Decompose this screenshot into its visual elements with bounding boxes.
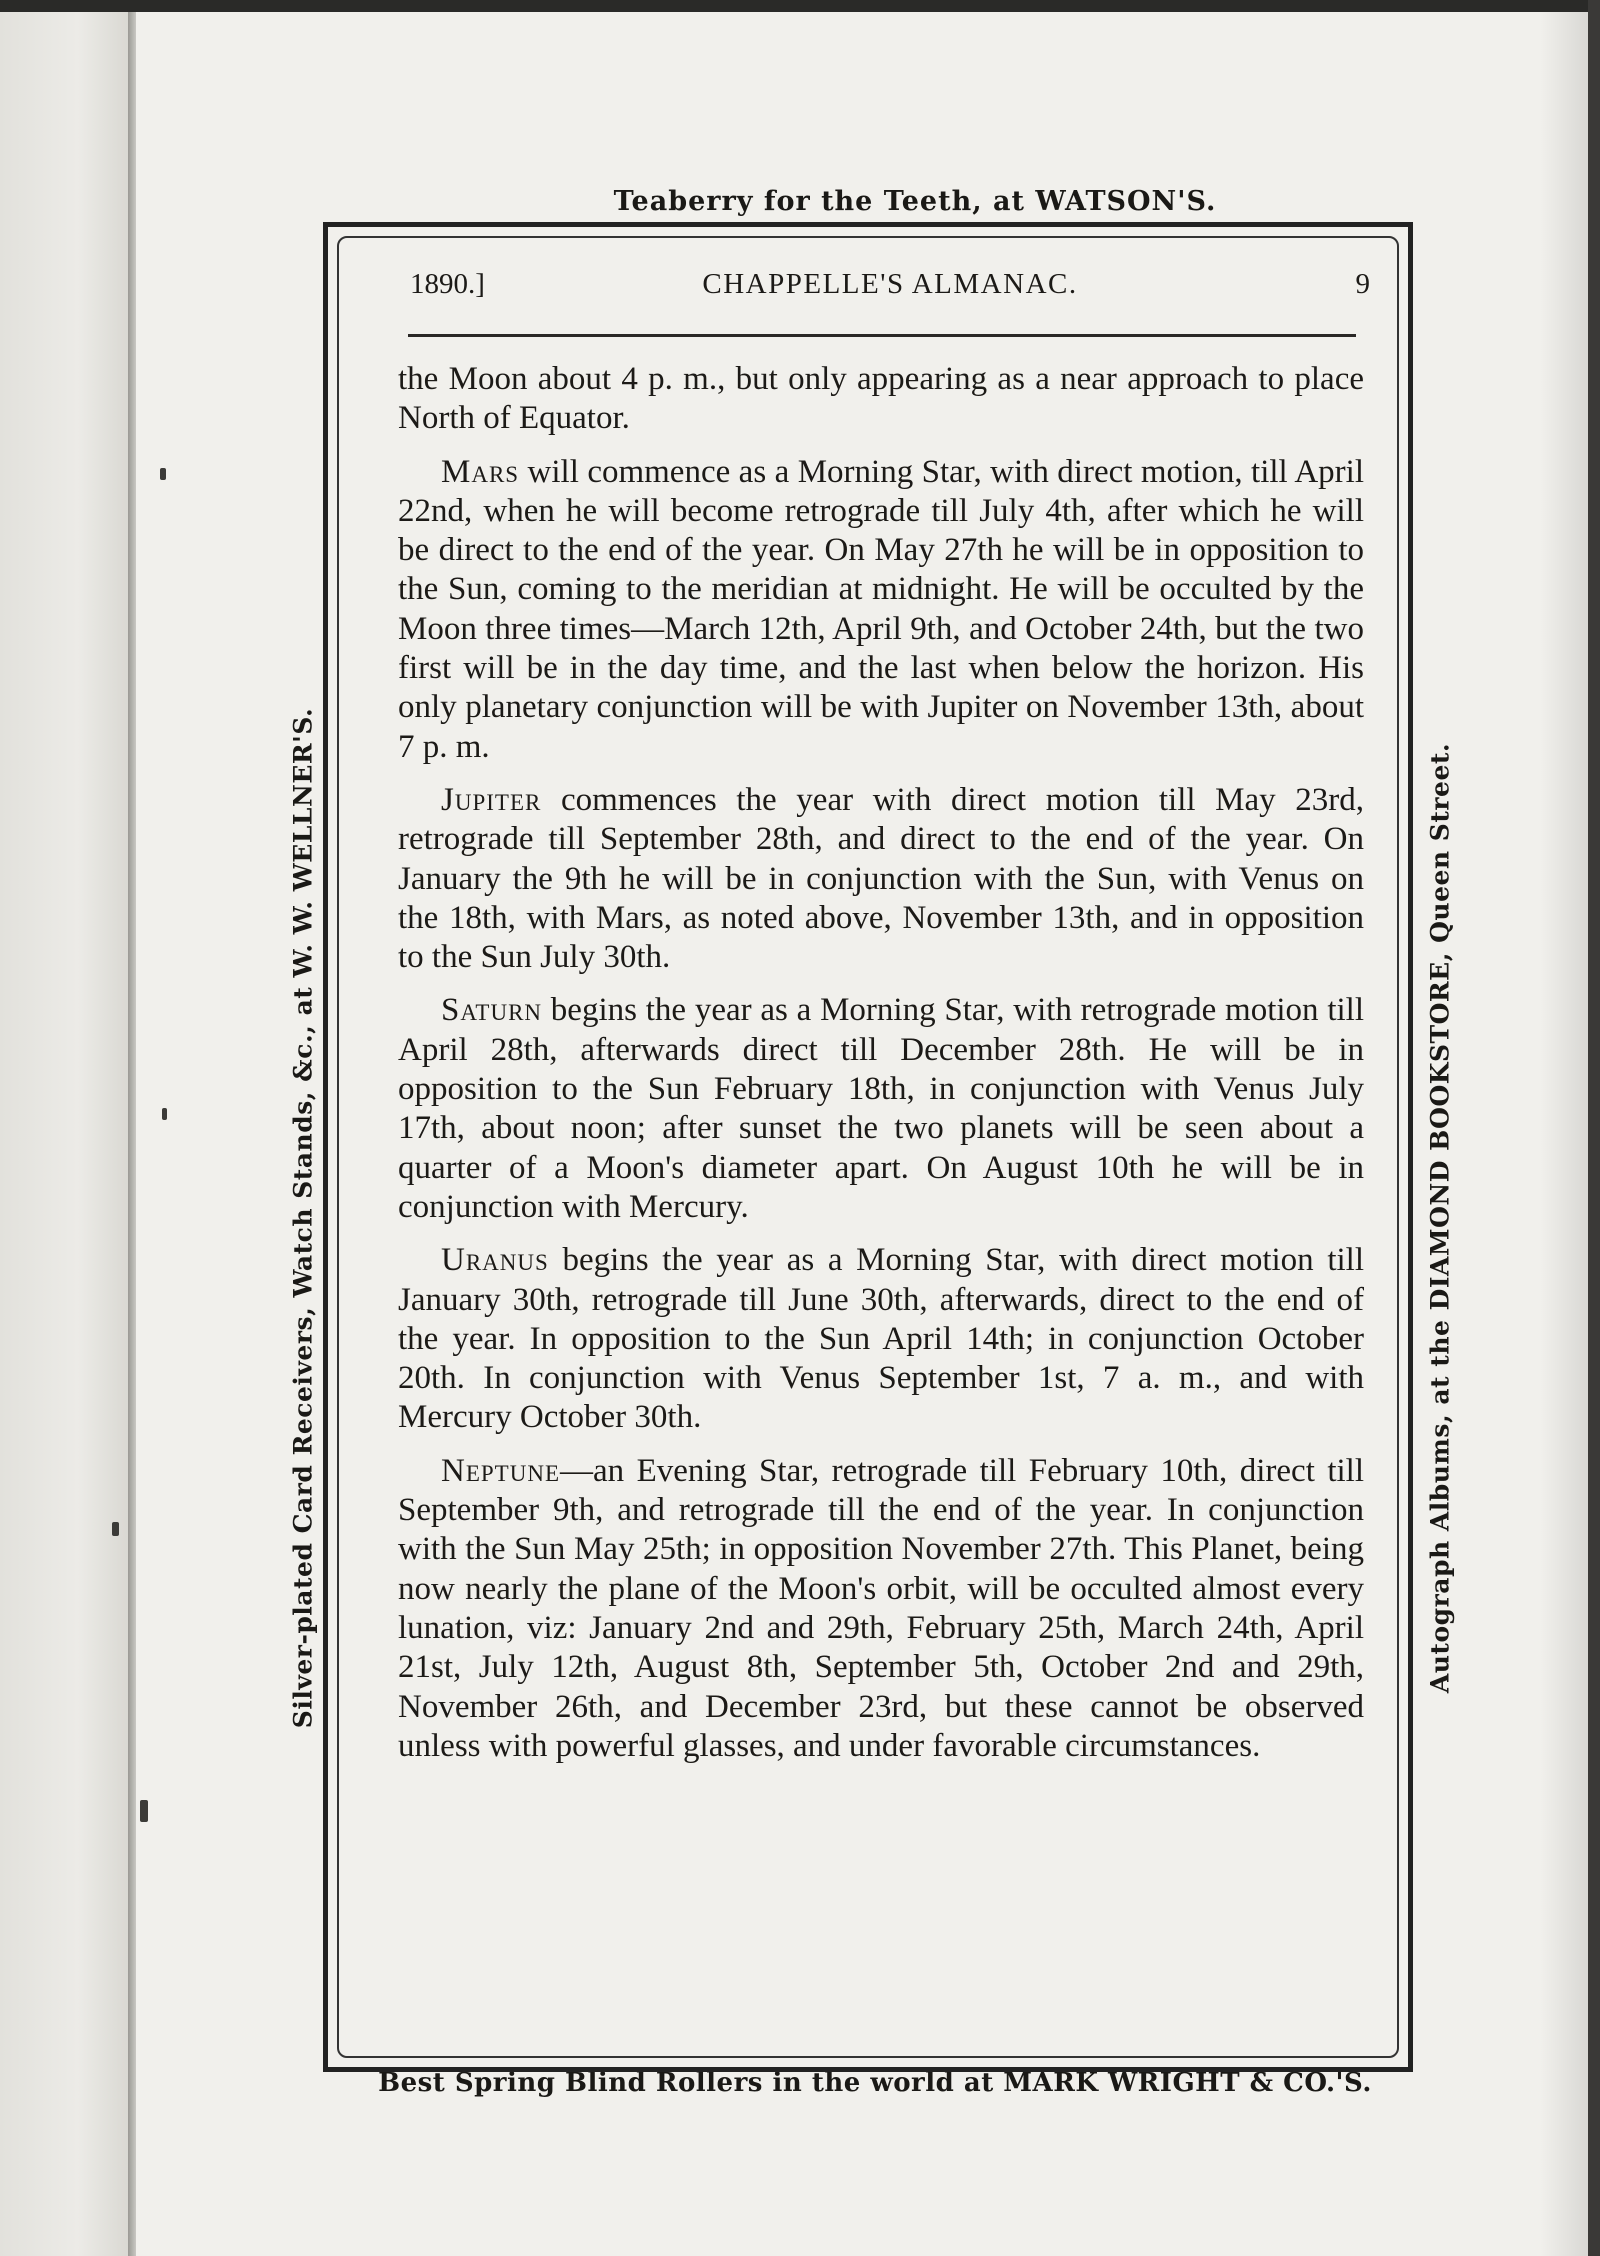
header-year: 1890.] [410,268,485,300]
saturn-paragraph [398,991,1364,1227]
body-text [398,360,1364,1766]
facing-page-edge [0,12,130,2256]
scan-border-right [1588,0,1600,2256]
saturn-text: begins the year as a Morning Star, with retrograde motion till April 28th, afterwards direct till December 28th. He will be in opposition to the Sun February 18th, in conjunction with Venus July 17th, about noon; after sunset the two planets will be seen about a quarter of a Moon's diameter apart. On August 10th he will be in conjunction with Mercury. [398,992,1364,1225]
page-edge-shadow [1540,12,1588,2256]
binding-mark [160,468,166,480]
scan-border-top [0,0,1600,12]
jupiter-text: commences the year with direct motion till May 23rd, retrograde till September 28th, and direct to the end of the year. On January the 9th he will be in conjunction with the Sun, with Venus on the 18th, with Mars, as noted above, November 13th, and in opposition to the Sun July 30th. [398,781,1364,976]
neptune-paragraph [398,1452,1364,1766]
almanac-title: CHAPPELLE'S ALMANAC. [702,268,1078,300]
mars-paragraph [398,453,1364,767]
binding-mark [162,1108,167,1120]
planet-name-uranus: Uranus [441,1242,549,1279]
lead-paragraph: the Moon about 4 p. m., but only appearing as a near approach to place North of Equator. [398,361,1364,437]
header-rule [408,334,1356,337]
page-number: 9 [1355,268,1370,300]
binding-mark [112,1522,119,1536]
bottom-advertisement: Best Spring Blind Rollers in the world at MARK WRIGHT & CO.'S. [378,2068,1372,2098]
uranus-text: begins the year as a Morning Star, with direct motion till January 30th, retrograde till June 30th, afterwards, direct to the end of the year. In opposition to the Sun April 14th; in conjunction October 20th. In conjunction with Venus September 1st, 7 a. m., and with Mercury October 30th. [398,1242,1364,1436]
neptune-text: —an Evening Star, retrograde till February 10th, direct till September 9th, and retrograde till the end of the year. In conjunction with the Sun May 25th; in opposition November 27th. This Planet, being now nearly the plane of the Moon's orbit, will be occulted almost every lunation, viz: January 2nd and 29th, February 25th, March 24th, April 21st, July 12th, August 8th, September 5th, October 2nd and 29th, November 26th, and December 23rd, but these cannot be observed unless with powerful glasses, and under favorable circumstances. [398,1452,1364,1764]
top-advertisement: Teaberry for the Teeth, at WATSON'S. [613,186,1217,217]
planet-name-saturn: Saturn [441,992,543,1029]
planet-name-mars: Mars [441,453,520,490]
running-head [410,268,1370,308]
uranus-paragraph [398,1241,1364,1437]
right-advertisement: Autograph Albums, at the DIAMOND BOOKSTORE, Queen Street. [1425,742,1455,1694]
planet-name-jupiter: Jupiter [441,781,542,818]
left-advertisement: Silver-plated Card Receivers, Watch Stands, &c., at W. W. WELLNER'S. [288,707,318,1729]
binding-mark [140,1800,148,1822]
mars-text: will commence as a Morning Star, with direct motion, till April 22nd, when he will become retrograde till July 4th, after which he will be direct to the end of the year. On May 27th he will be in opposition to the Sun, coming to the meridian at midnight. He will be occulted by the Moon three times—March 12th, April 9th, and October 24th, but the two first will be in the day time, and the last when below the horizon. His only planetary conjunction will be with Jupiter on November 13th, about 7 p. m. [398,453,1364,765]
planet-name-neptune: Neptune [441,1452,560,1489]
book-gutter [128,12,136,2256]
jupiter-paragraph [398,781,1364,977]
